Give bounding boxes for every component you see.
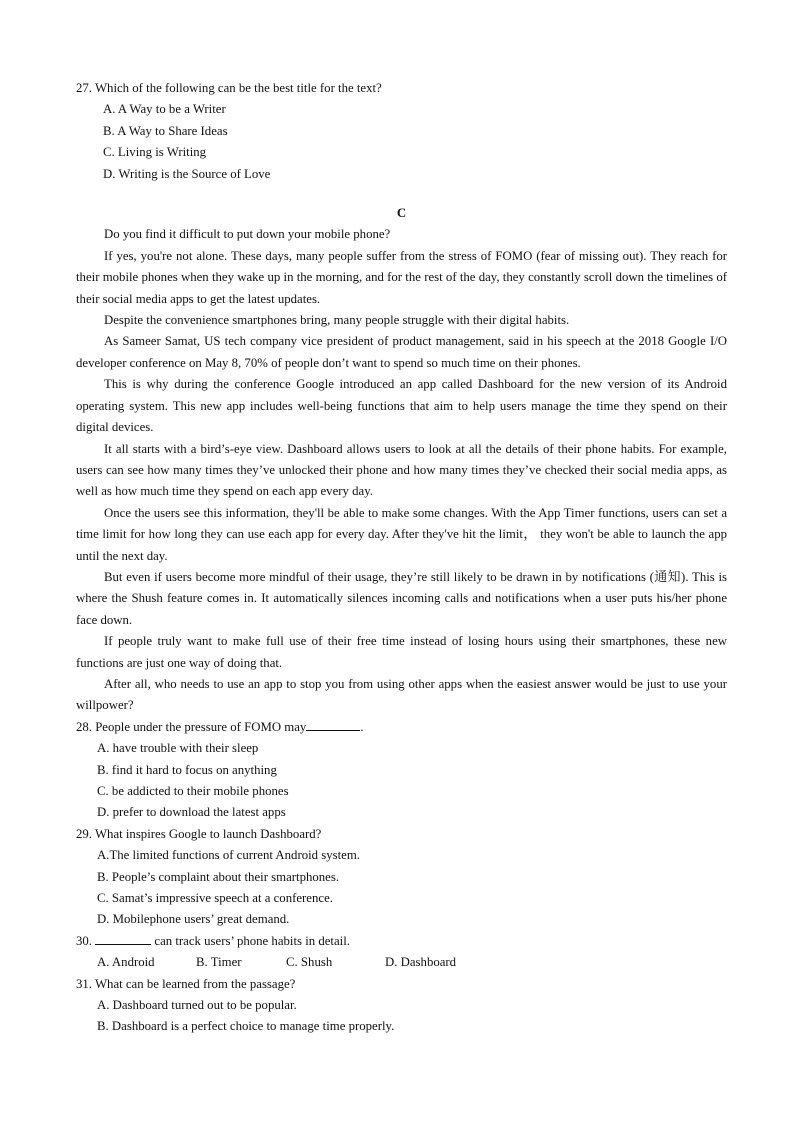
option-c: C. Samat’s impressive speech at a conference. xyxy=(97,891,333,906)
option-b: B. A Way to Share Ideas xyxy=(103,123,228,138)
option-b: B. Dashboard is a perfect choice to manage time properly. xyxy=(97,1019,395,1034)
question-29 xyxy=(76,824,727,931)
passage-paragraph: But even if users become more mindful of their usage, they’re still likely to be drawn in by notifications (通知). This is where the Shush feature comes in. It automatically silences incoming calls and notifications when a user puts his/her phone face down. xyxy=(76,569,727,627)
passage-paragraph: If yes, you're not alone. These days, many people suffer from the stress of FOMO (fear of missing out). They reach for their mobile phones when they wake up in the morning, and for the rest of the day, they constantly scroll down the timelines of their social media apps to get the latest updates. xyxy=(76,248,727,306)
question-stem xyxy=(76,717,727,738)
passage-paragraph: After all, who needs to use an app to stop you from using other apps when the easiest answer would be just to use your willpower? xyxy=(76,676,727,713)
passage-paragraph: Despite the convenience smartphones bring, many people struggle with their digital habits. xyxy=(104,313,570,328)
option-d: D. Writing is the Source of Love xyxy=(103,166,271,181)
passage-paragraph: As Sameer Samat, US tech company vice president of product management, said in his speech at the 2018 Google I/O developer conference on May 8, 70% of people don’t want to spend so much time on their phones. xyxy=(76,334,727,370)
question-stem-text: 28. People under the pressure of FOMO may xyxy=(76,719,307,734)
passage-paragraph: This is why during the conference Google introduced an app called Dashboard for the new version of its Android operating system. This new app includes well-being functions that aim to help users manage the time they spend on their digital devices. xyxy=(76,377,727,435)
option-c: C. Shush xyxy=(286,955,333,970)
passage xyxy=(76,224,727,716)
option-c: C. be addicted to their mobile phones xyxy=(97,784,289,798)
option-b: B. find it hard to focus on anything xyxy=(97,762,277,777)
question-stem: 31. What can be learned from the passage? xyxy=(76,976,296,991)
answer-blank xyxy=(306,717,360,731)
passage-paragraph: If people truly want to make full use of their free time instead of losing hours using their smartphones, these new functions are just one way of doing that. xyxy=(76,634,727,670)
question-stem xyxy=(76,931,727,952)
question-stem: 27. Which of the following can be the best title for the text? xyxy=(76,81,382,95)
question-28 xyxy=(76,717,727,824)
option-a: A. Android xyxy=(97,955,155,970)
option-a: A.The limited functions of current Android system. xyxy=(97,848,360,863)
options-row xyxy=(76,952,727,973)
exam-page xyxy=(76,78,727,1038)
question-31 xyxy=(76,974,727,1038)
option-a: A. Dashboard turned out to be popular. xyxy=(97,998,297,1013)
passage-paragraph: It all starts with a bird’s-eye view. Dashboard allows users to look at all the details of their phone habits. For example, users can see how many times they’ve unlocked their phone and how many times they’ve checked their social media apps, as well as how much time they spend on each app every day. xyxy=(76,441,727,499)
section-title: C xyxy=(396,206,407,221)
question-27 xyxy=(76,78,727,185)
option-d: D. prefer to download the latest apps xyxy=(97,805,286,820)
question-stem-end: . xyxy=(360,719,364,734)
passage-paragraph: Do you find it difficult to put down your mobile phone? xyxy=(104,227,391,242)
question-number: 30. xyxy=(76,933,92,948)
passage-paragraph: Once the users see this information, they'll be able to make some changes. With the App Timer functions, users can set a time limit for how long they can use each app for every day. After they've hit the limit， they won't be able to launch the app until the next day. xyxy=(76,505,727,563)
option-b: B. Timer xyxy=(196,955,242,970)
option-d: D. Dashboard xyxy=(385,955,457,970)
option-a: A. A Way to be a Writer xyxy=(103,102,226,117)
question-stem-text: can track users’ phone habits in detail. xyxy=(154,933,350,948)
answer-blank xyxy=(95,931,151,945)
option-a: A. have trouble with their sleep xyxy=(97,741,259,756)
option-b: B. People’s complaint about their smartphones. xyxy=(97,869,340,884)
question-30 xyxy=(76,931,727,974)
option-c: C. Living is Writing xyxy=(103,145,207,160)
option-d: D. Mobilephone users’ great demand. xyxy=(97,912,290,927)
question-stem: 29. What inspires Google to launch Dashboard? xyxy=(76,826,322,841)
